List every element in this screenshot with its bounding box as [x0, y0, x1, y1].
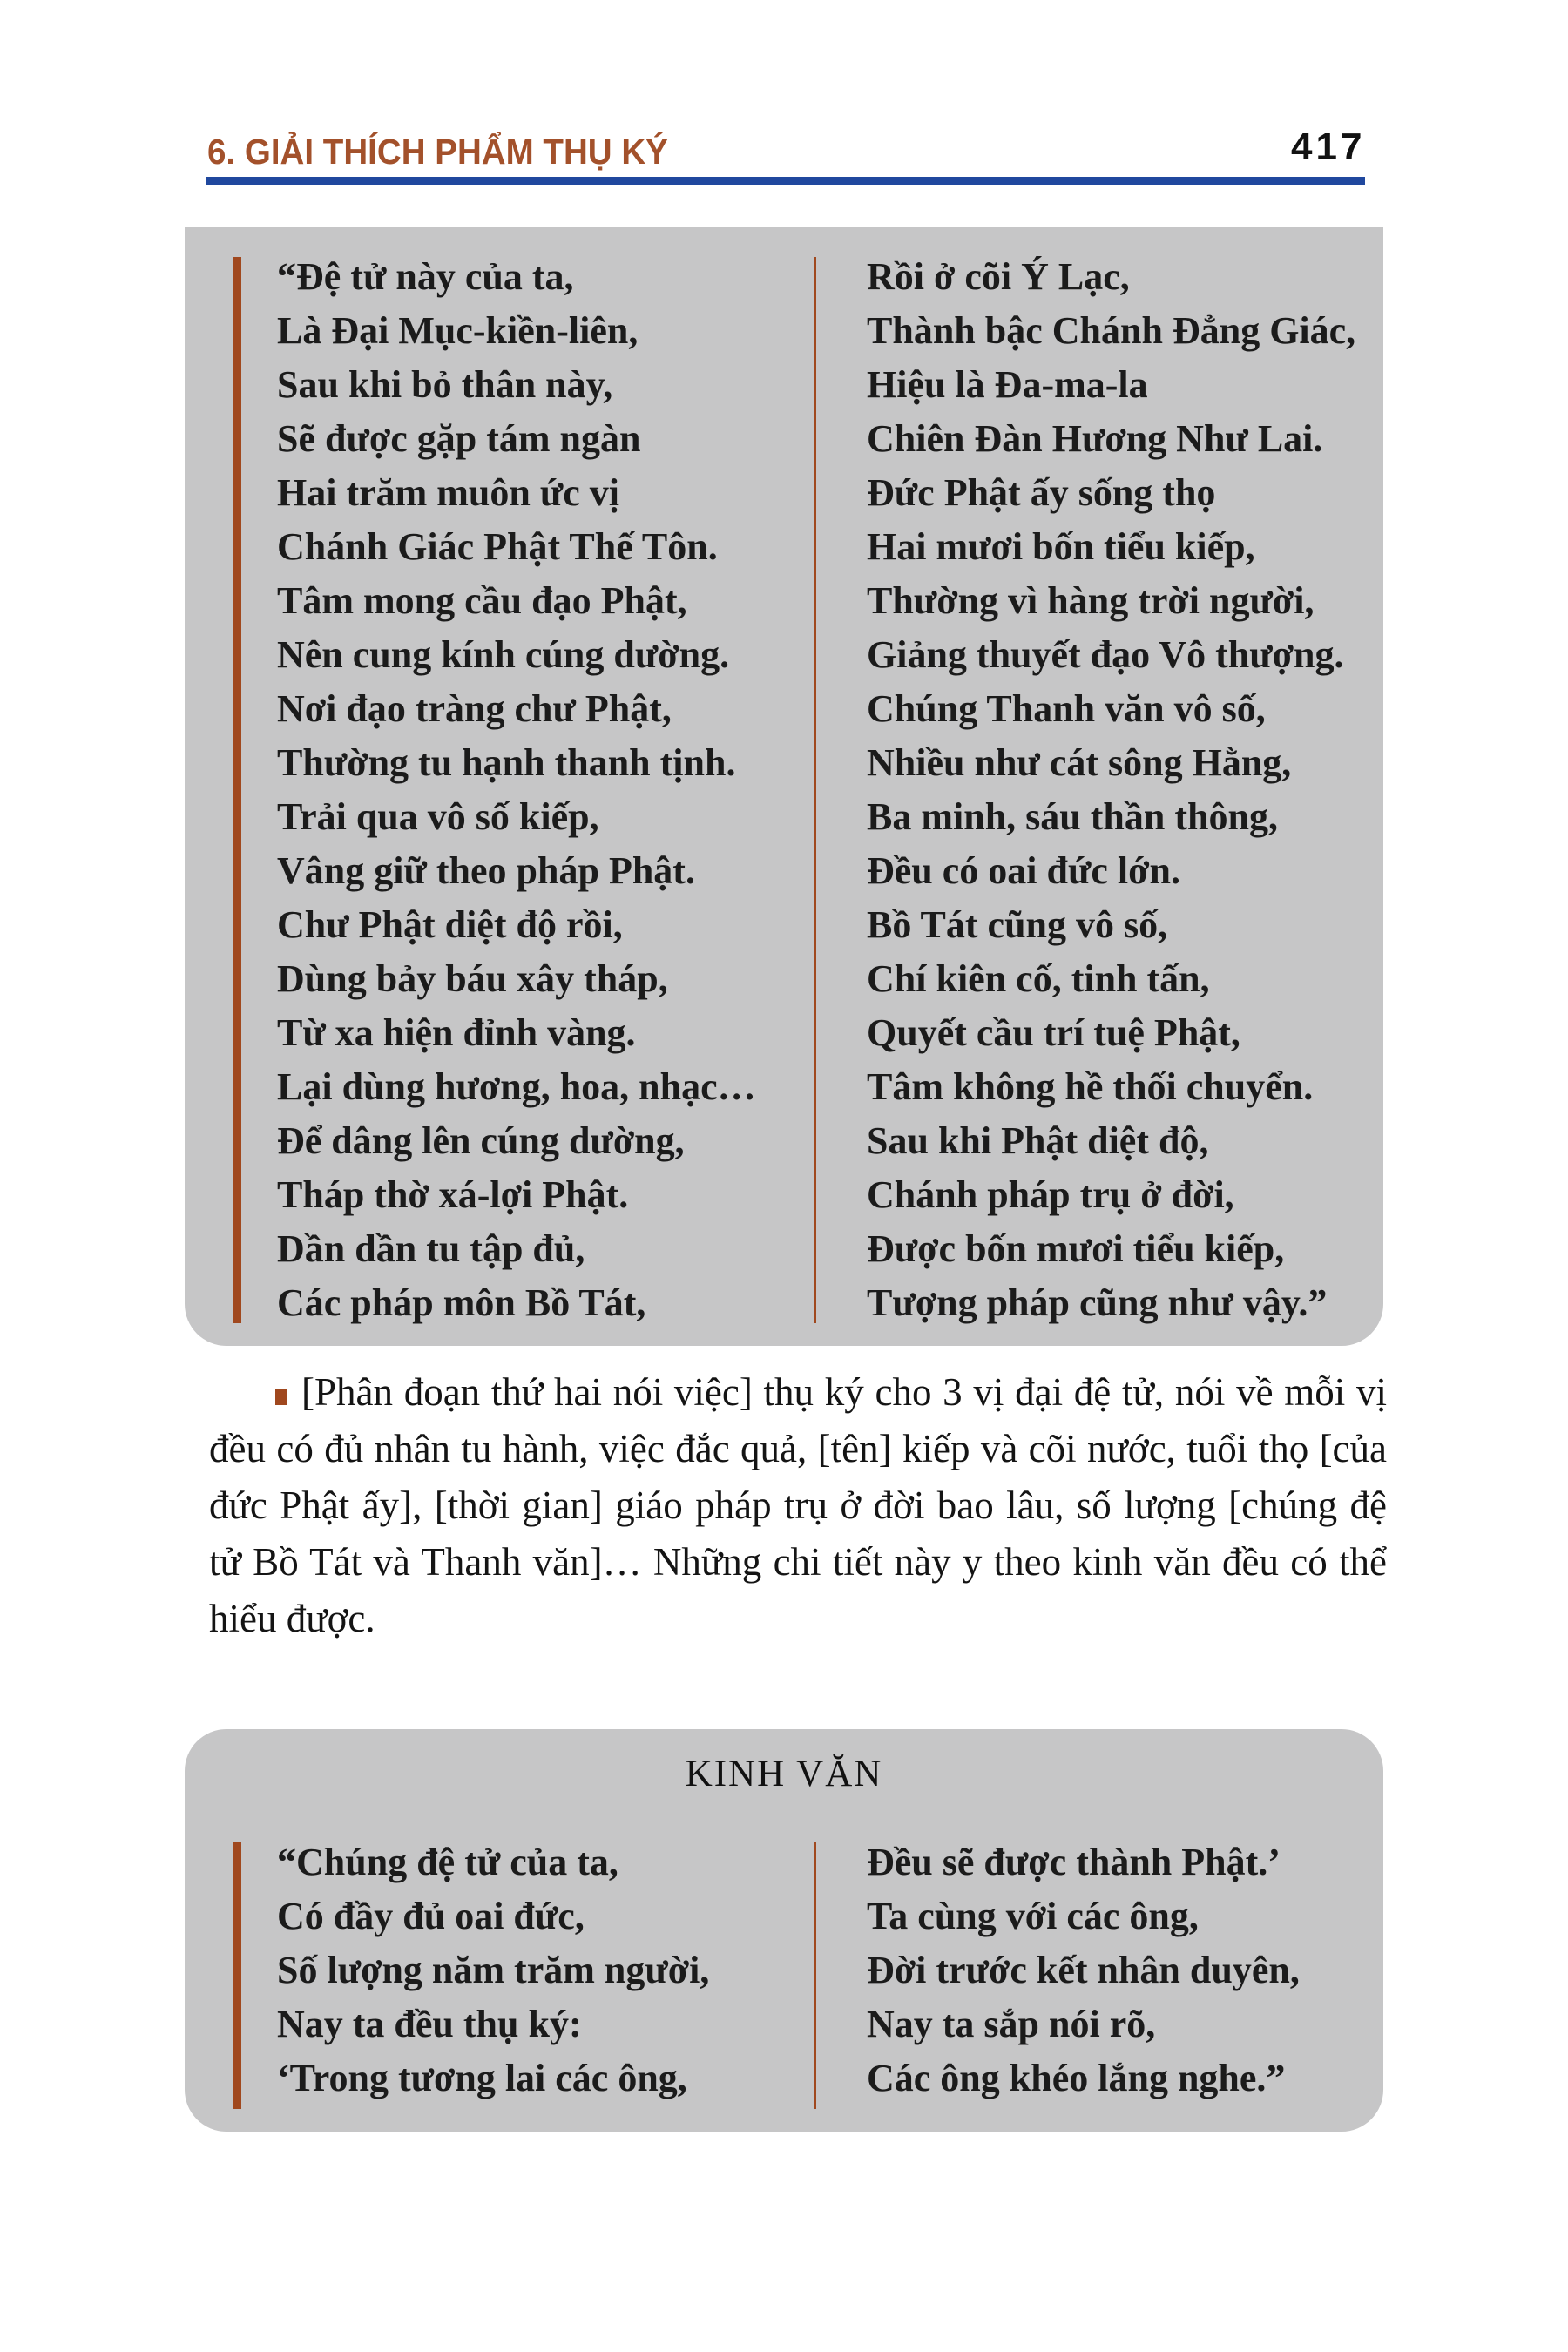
commentary-text: [Phân đoạn thứ hai nói việc] thụ ký cho 3 vị đại đệ tử, nói về mỗi vị đều có đủ nhân tu hành, việc đắc quả, [tên] kiếp và cõi nước, tuổi thọ [của đức Phật ấy], [thời gian] giáo pháp trụ ở đời bao lâu, số lượng [chúng đệ tử Bồ Tát và Thanh văn]… Những chi tiết này y theo kinh văn đều có thể hiểu được.	[209, 1370, 1387, 1640]
verse-line: Thường vì hàng trời người,	[867, 579, 1315, 622]
verse-line: Hai mươi bốn tiểu kiếp,	[867, 525, 1255, 568]
verse-line: Hai trăm muôn ức vị	[277, 471, 620, 514]
verse-line: Từ xa hiện đỉnh vàng.	[277, 1011, 636, 1054]
verse-line: Số lượng năm trăm người,	[277, 1949, 710, 1991]
verse-column-left	[277, 250, 756, 1330]
verse-accent-bar	[233, 1842, 241, 2109]
verse-line: Các pháp môn Bồ Tát,	[277, 1281, 646, 1324]
verse-line: Chiên Đàn Hương Như Lai.	[867, 417, 1323, 460]
verse-line: Lại dùng hương, hoa, nhạc…	[277, 1065, 756, 1108]
verse-column-right	[867, 1835, 1300, 2105]
page-number: 417	[1291, 125, 1366, 168]
verse-line: Thường tu hạnh thanh tịnh.	[277, 741, 736, 784]
commentary-paragraph	[209, 1364, 1387, 1647]
verse-line: Hiệu là Đa-ma-la	[867, 363, 1148, 406]
verse-line: Ta cùng với các ông,	[867, 1895, 1199, 1937]
verse-line: Nhiều như cát sông Hằng,	[867, 741, 1292, 784]
verse-line: Dần dần tu tập đủ,	[277, 1227, 585, 1270]
verse-line: “Chúng đệ tử của ta,	[277, 1841, 618, 1883]
verse-line: “Đệ tử này của ta,	[277, 255, 574, 298]
verse-line: Đều sẽ được thành Phật.’	[867, 1841, 1281, 1883]
verse-line: Nên cung kính cúng dường.	[277, 633, 730, 676]
verse-line: Quyết cầu trí tuệ Phật,	[867, 1011, 1240, 1054]
verse-line: Trải qua vô số kiếp,	[277, 795, 599, 838]
kinh-van-title: KINH VĂN	[685, 1754, 883, 1794]
verse-line: Để dâng lên cúng dường,	[277, 1119, 685, 1162]
verse-line: Tượng pháp cũng như vậy.”	[867, 1281, 1328, 1324]
verse-line: Dùng bảy báu xây tháp,	[277, 957, 668, 1000]
verse-box-1	[185, 227, 1383, 1346]
verse-line: Chư Phật diệt độ rồi,	[277, 903, 623, 946]
verse-line: Tâm không hề thối chuyển.	[867, 1065, 1314, 1108]
kinh-van-box	[185, 1729, 1383, 2132]
verse-accent-bar	[233, 257, 241, 1323]
verse-line: Các ông khéo lắng nghe.”	[867, 2057, 1286, 2099]
running-header-title: 6. GIẢI THÍCH PHẨM THỤ KÝ	[207, 132, 668, 172]
column-divider	[814, 1842, 816, 2109]
verse-line: Chí kiên cố, tinh tấn,	[867, 957, 1210, 1000]
verse-line: Tháp thờ xá-lợi Phật.	[277, 1173, 629, 1216]
verse-line: Nơi đạo tràng chư Phật,	[277, 687, 672, 730]
verse-column-left	[277, 1835, 709, 2105]
verse-line: Nay ta đều thụ ký:	[277, 2003, 582, 2045]
verse-line: ‘Trong tương lai các ông,	[277, 2057, 687, 2099]
verse-line: Có đầy đủ oai đức,	[277, 1895, 585, 1937]
verse-line: Đời trước kết nhân duyên,	[867, 1949, 1300, 1991]
verse-line: Đức Phật ấy sống thọ	[867, 471, 1216, 514]
verse-line: Đều có oai đức lớn.	[867, 849, 1180, 892]
square-bullet-icon	[275, 1389, 287, 1405]
verse-column-right	[867, 250, 1355, 1330]
verse-line: Ba minh, sáu thần thông,	[867, 795, 1278, 838]
verse-line: Giảng thuyết đạo Vô thượng.	[867, 633, 1344, 676]
verse-line: Là Đại Mục-kiền-liên,	[277, 309, 639, 352]
verse-line: Được bốn mươi tiểu kiếp,	[867, 1227, 1285, 1270]
verse-line: Chúng Thanh văn vô số,	[867, 687, 1266, 730]
verse-line: Sau khi bỏ thân này,	[277, 363, 613, 406]
verse-line: Vâng giữ theo pháp Phật.	[277, 849, 695, 892]
verse-line: Rồi ở cõi Ý Lạc,	[867, 255, 1130, 298]
header-rule	[206, 177, 1365, 185]
verse-line: Nay ta sắp nói rõ,	[867, 2003, 1156, 2045]
verse-line: Sẽ được gặp tám ngàn	[277, 417, 641, 460]
verse-line: Tâm mong cầu đạo Phật,	[277, 579, 687, 622]
verse-line: Thành bậc Chánh Đẳng Giác,	[867, 309, 1356, 352]
verse-line: Chánh Giác Phật Thế Tôn.	[277, 525, 718, 568]
verse-line: Sau khi Phật diệt độ,	[867, 1119, 1209, 1162]
verse-line: Bồ Tát cũng vô số,	[867, 903, 1168, 946]
verse-line: Chánh pháp trụ ở đời,	[867, 1173, 1234, 1216]
column-divider	[814, 257, 816, 1323]
